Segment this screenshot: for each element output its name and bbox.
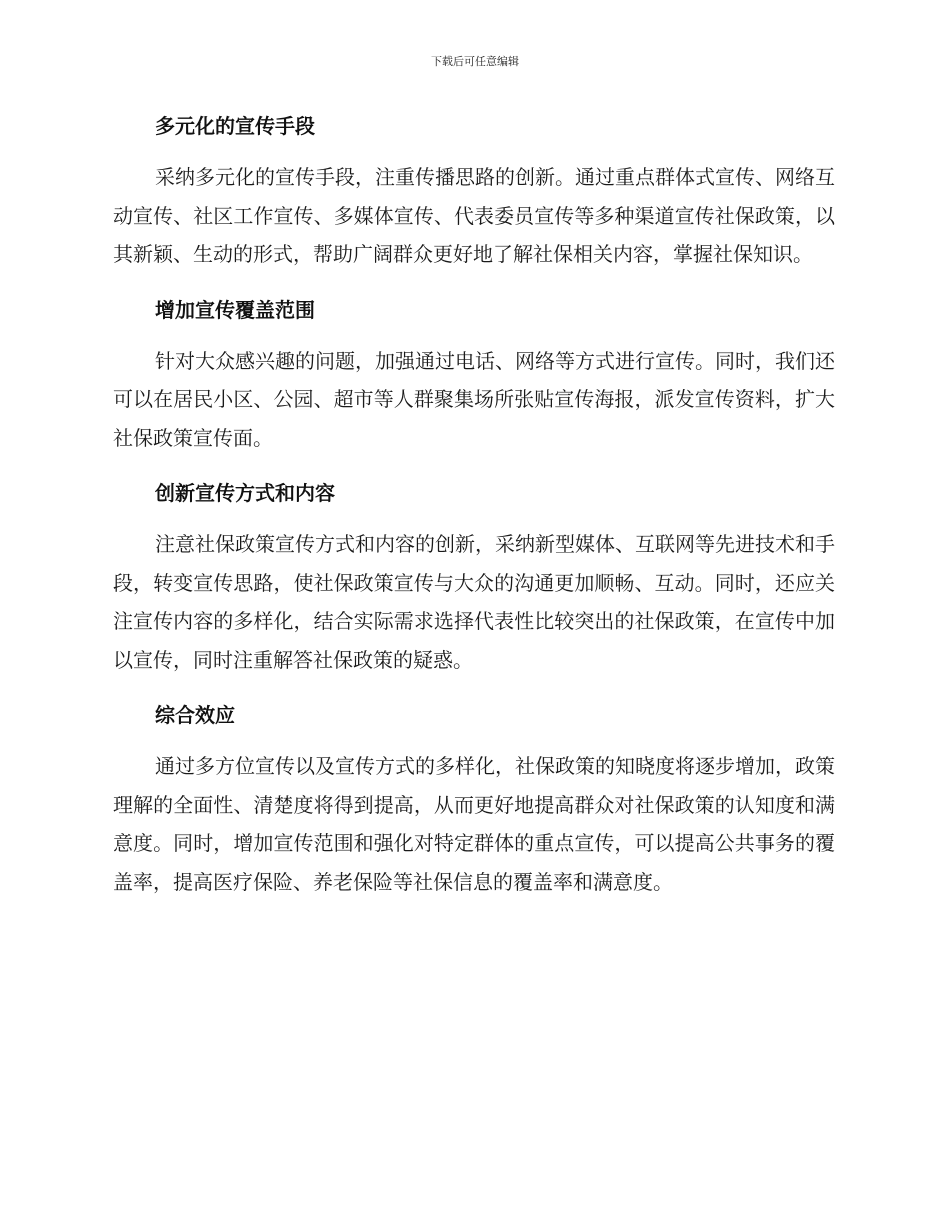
header-note: 下载后可任意编辑 [431, 55, 519, 68]
section-paragraph: 采纳多元化的宣传手段，注重传播思路的创新。通过重点群体式宣传、网络互动宣传、社区工作宣传、多媒体宣传、代表委员宣传等多种渠道宣传社保政策，以其新颖、生动的形式，帮助广阔群众更好地了解社保相关内容，掌握社保知识。 [113, 165, 835, 266]
section-paragraph: 注意社保政策宣传方式和内容的创新，采纳新型媒体、互联网等先进技术和手段，转变宣传思路，使社保政策宣传与大众的沟通更加顺畅、互动。同时，还应关注宣传内容的多样化，结合实际需求选择代表性比较突出的社保政策，在宣传中加以宣传，同时注重解答社保政策的疑惑。 [113, 532, 835, 672]
section-3 [113, 475, 835, 679]
section-2 [113, 292, 835, 458]
section-paragraph: 通过多方位宣传以及宣传方式的多样化，社保政策的知晓度将逐步增加，政策理解的全面性、清楚度将得到提高，从而更好地提高群众对社保政策的认知度和满意度。同时，增加宣传范围和强化对特定群体的重点宣传，可以提高公共事务的覆盖率，提高医疗保险、养老保险等社保信息的覆盖率和满意度。 [113, 754, 835, 894]
document-content [113, 108, 835, 919]
section-4 [113, 697, 835, 901]
section-heading: 增加宣传覆盖范围 [155, 297, 315, 322]
section-heading: 综合效应 [155, 703, 235, 727]
section-1 [113, 108, 835, 274]
section-paragraph: 针对大众感兴趣的问题，加强通过电话、网络等方式进行宣传。同时，我们还可以在居民小区、公园、超市等人群聚集场所张贴宣传海报，派发宣传资料，扩大社保政策宣传面。 [113, 348, 835, 450]
section-heading: 多元化的宣传手段 [155, 114, 315, 138]
section-heading: 创新宣传方式和内容 [155, 481, 335, 505]
